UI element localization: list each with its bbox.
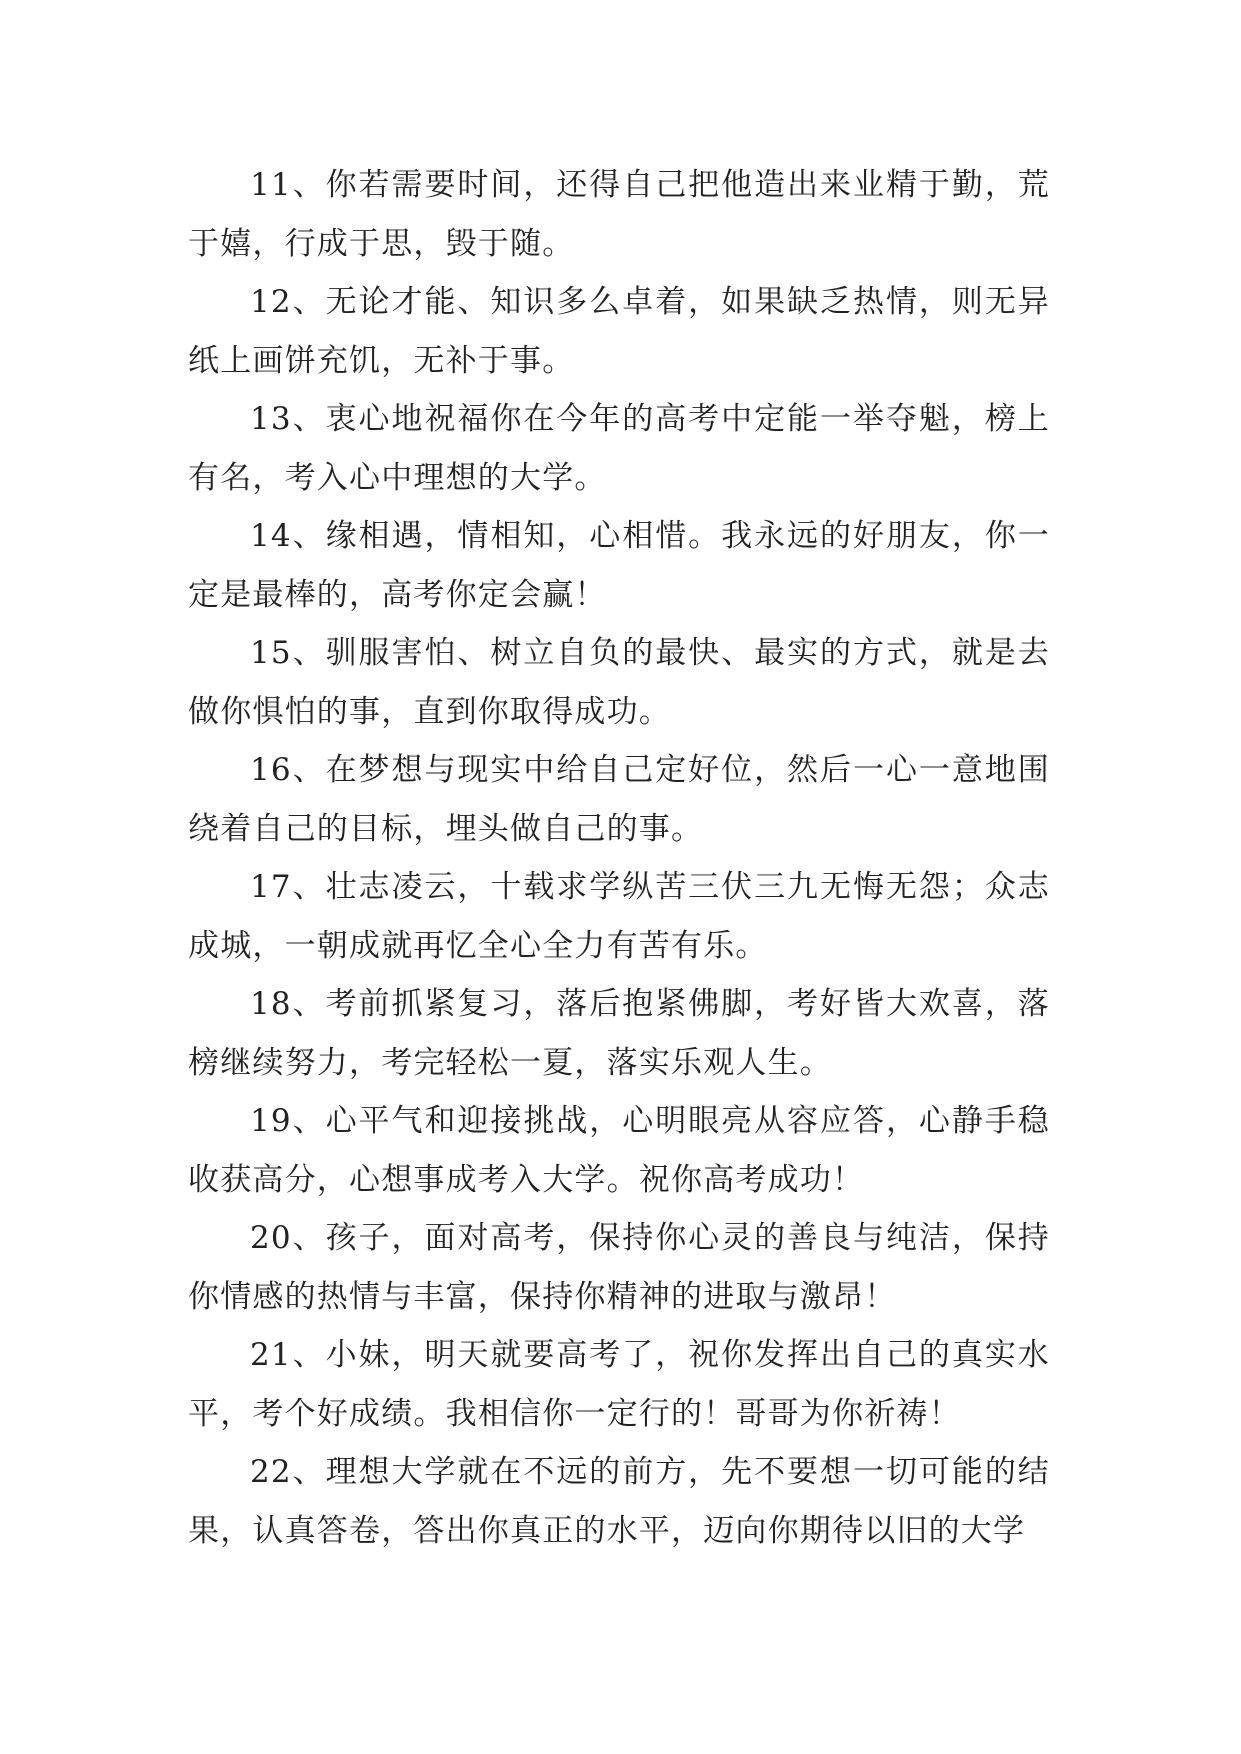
paragraph-11: 11、你若需要时间，还得自己把他造出来业精于勤，荒于嬉，行成于思，毁于随。 [188,167,1050,262]
paragraph-21: 21、小妹，明天就要高考了，祝你发挥出自己的真实水平，考个好成绩。我相信你一定行的！哥哥为你祈祷！ [188,1337,1050,1432]
document-body [188,156,1050,1560]
paragraph-18: 18、考前抓紧复习，落后抱紧佛脚，考好皆大欢喜，落榜继续努力，考完轻松一夏，落实乐观人生。 [188,986,1050,1081]
paragraph-15: 15、驯服害怕、树立自负的最快、最实的方式，就是去做你惧怕的事，直到你取得成功。 [188,635,1050,730]
paragraph-20: 20、孩子，面对高考，保持你心灵的善良与纯洁，保持你情感的热情与丰富，保持你精神的进取与激昂！ [188,1220,1050,1315]
paragraph-22: 22、理想大学就在不远的前方，先不要想一切可能的结果，认真答卷，答出你真正的水平，迈向你期待以旧的大学 [188,1454,1050,1549]
paragraph-12: 12、无论才能、知识多么卓着，如果缺乏热情，则无异纸上画饼充饥，无补于事。 [188,284,1050,379]
paragraph-14: 14、缘相遇，情相知，心相惜。我永远的好朋友，你一定是最棒的，高考你定会赢！ [188,518,1050,613]
paragraph-16: 16、在梦想与现实中给自己定好位，然后一心一意地围绕着自己的目标，埋头做自己的事。 [188,752,1050,847]
paragraph-19: 19、心平气和迎接挑战，心明眼亮从容应答，心静手稳收获高分，心想事成考入大学。祝你高考成功！ [188,1103,1050,1198]
paragraph-13: 13、衷心地祝福你在今年的高考中定能一举夺魁，榜上有名，考入心中理想的大学。 [188,401,1050,496]
paragraph-17: 17、壮志凌云，十载求学纵苦三伏三九无悔无怨；众志成城，一朝成就再忆全心全力有苦有乐。 [188,869,1050,964]
